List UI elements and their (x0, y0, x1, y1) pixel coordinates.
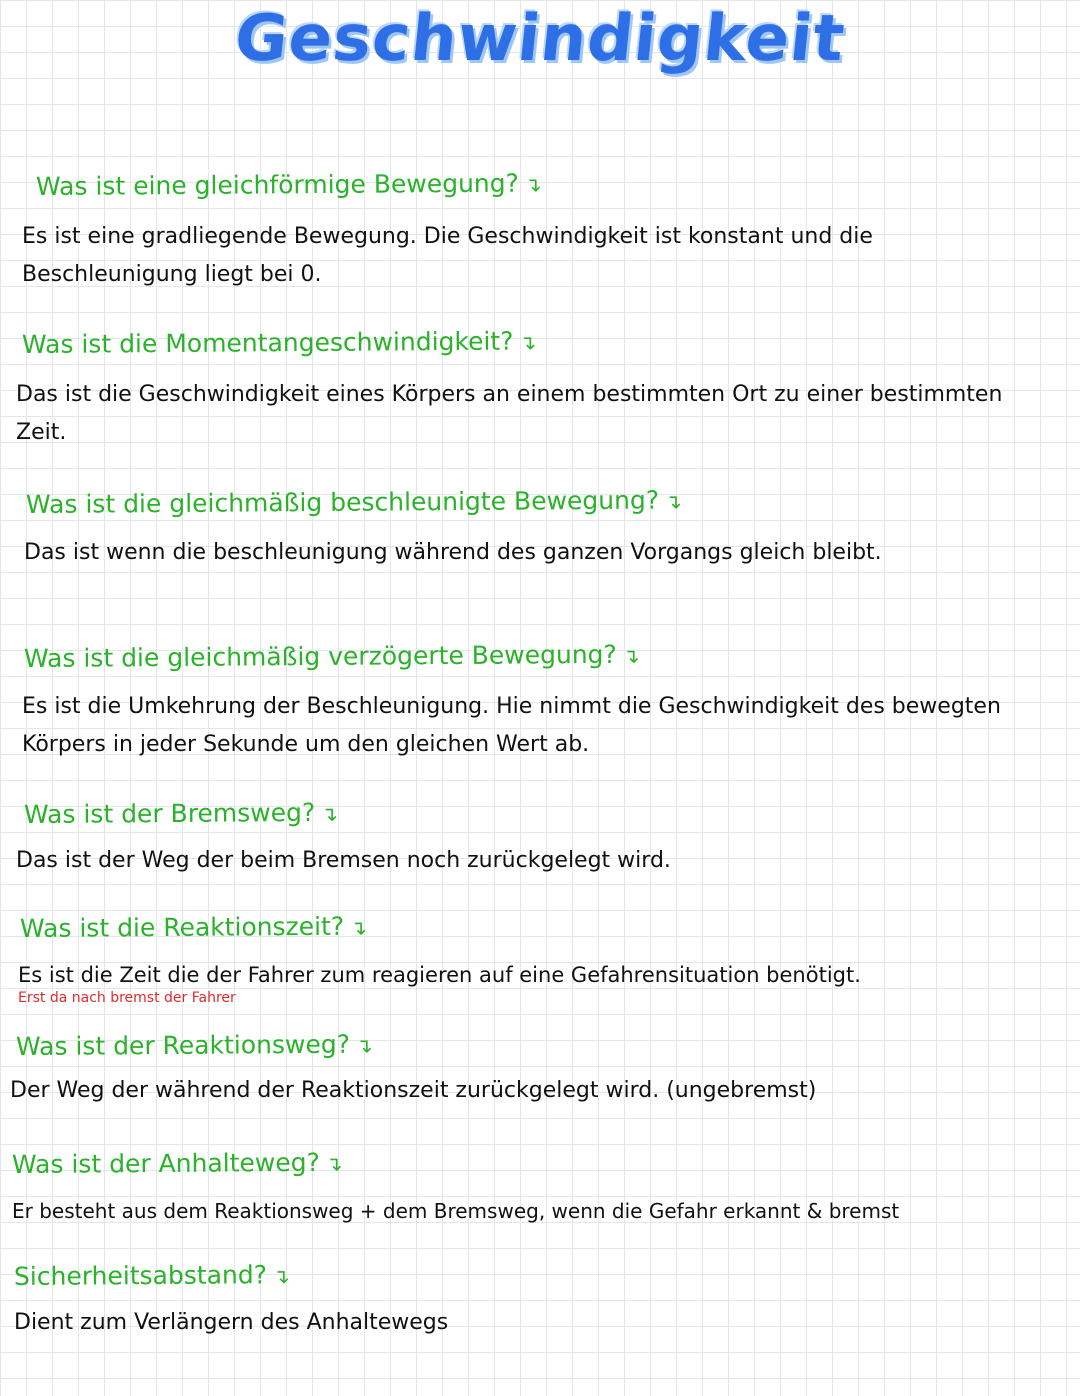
answer-6-note: Erst da nach bremst der Fahrer (18, 990, 236, 1006)
answer-8: Er besteht aus dem Reaktionsweg + dem Bremsweg, wenn die Gefahr erkannt & bremst (12, 1199, 900, 1223)
answer-2: Das ist die Geschwindigkeit eines Körpers an einem bestimmten Ort zu einer bestimmten Zeit. (16, 382, 1003, 445)
question-1 (36, 168, 542, 201)
answer-5: Das ist der Weg der beim Bremsen noch zurückgelegt wird. (16, 848, 671, 873)
arrow-down-icon: ↴ (325, 1151, 343, 1176)
question-4-text: Was ist die gleichmäßig verzögerte Bewegung? (23, 639, 617, 673)
question-7 (16, 1030, 373, 1061)
question-3-text: Was ist die gleichmäßig beschleunigte Bewegung? (25, 485, 660, 519)
question-8-text: Was ist der Anhalteweg? (11, 1147, 320, 1179)
page-title: Geschwindigkeit (231, 2, 849, 76)
arrow-down-icon: ↴ (519, 330, 537, 355)
question-5 (24, 798, 338, 829)
answer-4: Es ist die Umkehrung der Beschleunigung. Hie nimmt die Geschwindigkeit des bewegten Körpers in jeder Sekunde um den gleichen Wert ab. (22, 694, 1001, 757)
question-2-text: Was ist die Momentangeschwindigkeit? (21, 326, 514, 359)
question-6-text: Was ist die Reaktionszeit? (19, 911, 345, 943)
arrow-down-icon: ↴ (355, 1033, 373, 1058)
question-4 (24, 640, 640, 673)
answer-7: Der Weg der während der Reaktionszeit zurückgelegt wird. (ungebremst) (10, 1078, 817, 1103)
question-8 (12, 1148, 343, 1179)
answer-3: Das ist wenn die beschleunigung während des ganzen Vorgangs gleich bleibt. (24, 540, 882, 565)
arrow-down-icon: ↴ (524, 172, 542, 197)
question-9-text: Sicherheitsabstand? (13, 1260, 268, 1291)
question-6 (20, 912, 367, 943)
arrow-down-icon: ↴ (664, 489, 682, 514)
answer-9: Dient zum Verlängern des Anhaltewegs (14, 1310, 449, 1335)
question-9 (14, 1260, 290, 1291)
question-3 (26, 485, 682, 519)
arrow-down-icon: ↴ (622, 643, 640, 668)
answer-6: Es ist die Zeit die der Fahrer zum reagieren auf eine Gefahrensituation benötigt. (18, 963, 861, 987)
arrow-down-icon: ↴ (321, 801, 339, 826)
answer-1: Es ist eine gradliegende Bewegung. Die Geschwindigkeit ist konstant und die Beschleunigung liegt bei 0. (22, 224, 873, 287)
question-1-text: Was ist eine gleichförmige Bewegung? (35, 168, 519, 201)
question-7-text: Was ist der Reaktionsweg? (15, 1029, 351, 1061)
arrow-down-icon: ↴ (272, 1264, 290, 1289)
arrow-down-icon: ↴ (350, 915, 367, 940)
question-2 (22, 326, 536, 359)
question-5-text: Was ist der Bremsweg? (23, 797, 316, 829)
